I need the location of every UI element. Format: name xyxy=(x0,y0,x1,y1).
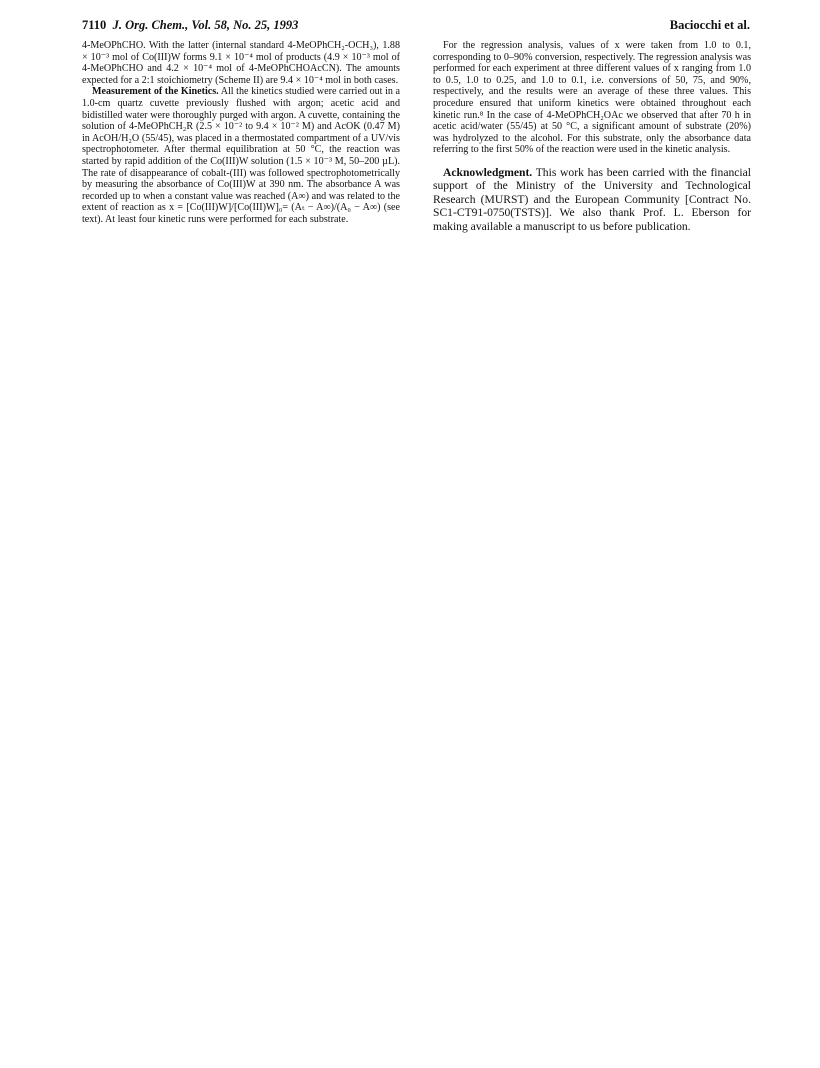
paragraph-kinetics xyxy=(82,86,400,225)
acknowledgment xyxy=(433,166,751,233)
kinetics-heading: Measurement of the Kinetics. xyxy=(92,86,219,98)
paragraph-regression: For the regression analysis, values of x were taken from 1.0 to 0.1, corresponding to 0–90% conversion, respectively. The regression analysis was performed for each experiment at three different values of x ranging from 1.0 to 0.5, 1.0 to 0.25, and 1.0 to 0.1, i.e. conversions of 50, 75, and 90%, respectively, and the results were an average of these three values. This procedure ensured that uniform kinetics were obtained throughout each kinetic run.⁸ In the case of 4-MeOPhCH₂OAc we observed that after 70 h in acetic acid/water (55/45) at 50 °C, a significant amount of substrate (20%) was hydrolyzed to the alcohol. For this substrate, only the absorbance data referring to the first 50% of the reaction were used in the kinetic analysis. xyxy=(433,40,751,156)
acknowledgment-heading: Acknowledgment. xyxy=(443,165,533,179)
right-column xyxy=(433,40,751,233)
acknowledgment-body: This work has been carried with the financial support of the Ministry of the University and Technological Research (MURST) and the European Community [Contract No. SC1-CT91-0750(TSTS)]. We also thank Prof. L. Eberson for making available a manuscript to us before publication. xyxy=(433,165,751,233)
paragraph-product-analysis: 4-MeOPhCHO. With the latter (internal standard 4-MeOPhCH₂-OCH₃), 1.88 × 10⁻³ mol of Co(III)W forms 9.1 × 10⁻⁴ mol of products (4.9 × 10⁻³ mol of 4-MeOPhCHO and 4.2 × 10⁻⁴ mol of 4-MeOPhCHOAcCN). The amounts expected for a 2:1 stoichiometry (Scheme II) are 9.4 × 10⁻⁴ mol in both cases. xyxy=(82,40,400,86)
kinetics-body: All the kinetics studied were carried out in a 1.0-cm quartz cuvette previously flushed with argon; acetic acid and bidistilled water were thoroughly purged with argon. A cuvette, containing the solution of 4-MeOPhCH₂R (2.5 × 10⁻² to 9.4 × 10⁻² M) and AcOK (0.47 M) in AcOH/H₂O (55/45), was placed in a thermostated compartment of a UV/vis spectrophotometer. After thermal equilibration at 50 °C, the reaction was started by rapid addition of the Co(III)W solution (1.5 × 10⁻³ M, 50–200 µL). The rate of disappearance of cobalt-(III) was followed spectrophotometrically by measuring the absorbance of Co(III)W at 390 nm. The absorbance A was recorded up to when a constant value was reached (A∞) and was related to the extent of reaction as x = [Co(III)W]/[Co(III)W]₀= (Aₜ − A∞)/(A₀ − A∞) (see text). At least four kinetic runs were performed for each substrate. xyxy=(82,86,400,225)
page-header xyxy=(82,18,750,38)
journal-citation: J. Org. Chem., Vol. 58, No. 25, 1993 xyxy=(112,18,299,32)
left-column xyxy=(82,40,400,226)
running-authors: Baciocchi et al. xyxy=(669,18,750,32)
page-number: 7110 xyxy=(82,18,107,32)
header-left xyxy=(82,18,298,33)
